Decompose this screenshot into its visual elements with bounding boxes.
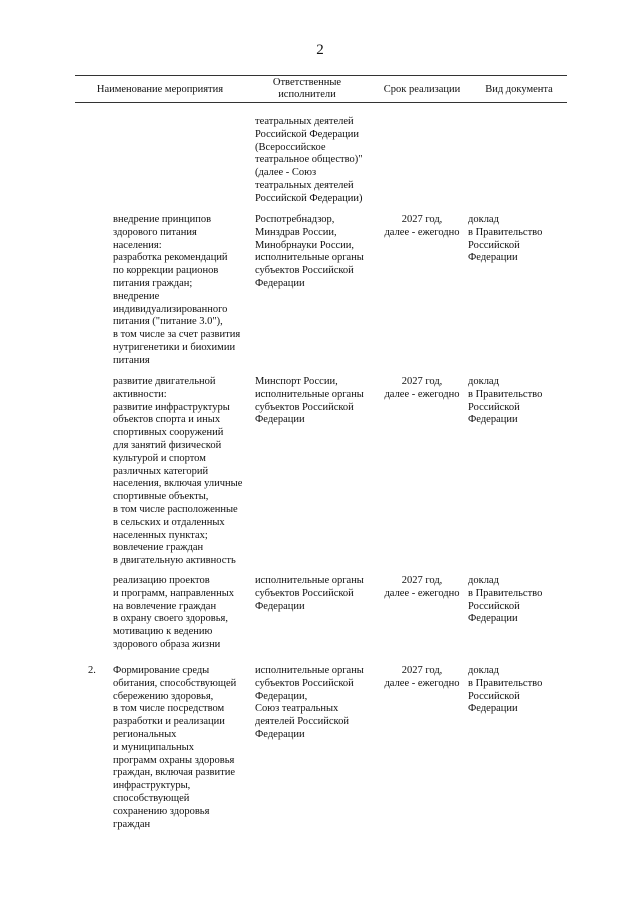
row-3-document: доклад в Правительство Российской Федерации: [468, 575, 543, 625]
header-deadline: Срок реализации: [383, 84, 461, 95]
row-3-name: реализацию проектов и программ, направленных на вовлечение граждан в охрану своего здоровья, мотивацию к ведению здорового образа жизни: [113, 575, 235, 650]
header-name: Наименование мероприятия: [96, 84, 224, 95]
row-1-document: доклад в Правительство Российской Федерации: [468, 214, 543, 264]
header-document-type: Вид документа: [485, 84, 553, 95]
table-header-rule: [75, 102, 567, 103]
row-4-deadline: 2027 год, далее - ежегодно: [384, 665, 460, 689]
row-4-number: 2.: [88, 665, 96, 676]
row-4-executors: исполнительные органы субъектов Российской Федерации, Союз театральных деятелей Российской Федерации: [255, 665, 364, 740]
row-4-document: доклад в Правительство Российской Федерации: [468, 665, 543, 715]
row-3-executors: исполнительные органы субъектов Российской Федерации: [255, 575, 364, 612]
row-2-executors: Минспорт России, исполнительные органы субъектов Российской Федерации: [255, 376, 364, 426]
row-3-deadline: 2027 год, далее - ежегодно: [384, 575, 460, 599]
row-0-executors: театральных деятелей Российской Федерации (Всероссийское театральное общество)" (далее - Союз театральных деятелей Российской Федерации): [255, 116, 363, 204]
row-4-name: Формирование среды обитания, способствующей сбережению здоровья, в том числе посредством разработки и реализации региональных и муниципальных программ охраны здоровья граждан, включая развитие инфраструктуры, способствующей сохранению здоровья граждан: [113, 665, 237, 830]
row-1-name: внедрение принципов здорового питания населения: разработка рекомендаций по коррекции рационов питания граждан; внедрение индивидуализированного питания ("питание 3.0"), в том числе за счет развития нутригенетики и биохимии питания: [113, 214, 241, 366]
table-top-rule: [75, 75, 567, 76]
row-1-executors: Роспотребнадзор, Минздрав России, Минобрнауки России, исполнительные органы субъектов Российской Федерации: [255, 214, 364, 289]
header-executors: Ответственные исполнители: [272, 77, 342, 100]
page-number: 2: [316, 42, 324, 58]
row-2-deadline: 2027 год, далее - ежегодно: [384, 376, 460, 400]
row-2-document: доклад в Правительство Российской Федерации: [468, 376, 543, 426]
row-2-name: развитие двигательной активности: развитие инфраструктуры объектов спорта и иных спортивных сооружений для занятий физической культурой и спортом различных категорий населения, включая уличные спортивные объекты, в том числе расположенные в сельских и отдаленных населенных пунктах; вовлечение граждан в двигательную активность: [113, 376, 243, 567]
row-1-deadline: 2027 год, далее - ежегодно: [384, 214, 460, 238]
